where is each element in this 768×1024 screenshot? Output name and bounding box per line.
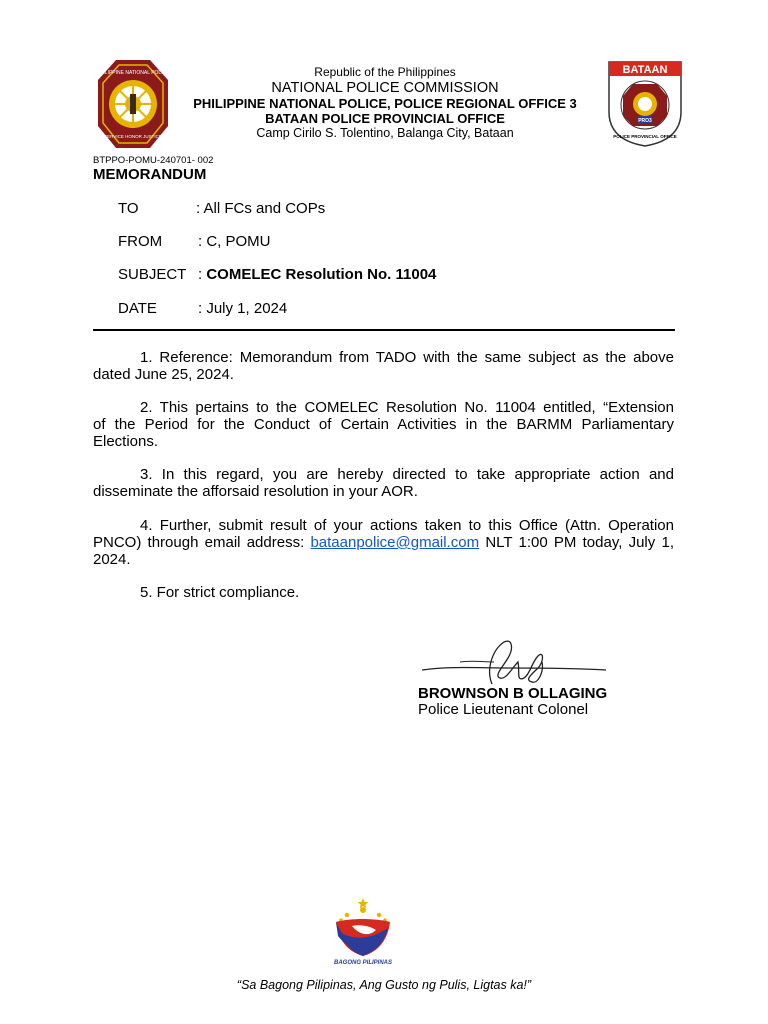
p3-line-2: disseminate the afforsaid resolution in your AOR. (93, 483, 418, 500)
date-label: DATE (118, 300, 157, 317)
subject-field (118, 266, 436, 283)
subject-label: SUBJECT (118, 266, 187, 283)
from-value: : C, POMU (198, 233, 271, 250)
p2-line-1: 2. This pertains to the COMELEC Resolution No. 11004 entitled, “Extension (140, 399, 674, 416)
to-field (118, 200, 325, 217)
header-napolcom: NATIONAL POLICE COMMISSION (271, 80, 499, 96)
p4-line-3: 2024. (93, 551, 131, 568)
header-pnp-pro3: PHILIPPINE NATIONAL POLICE, POLICE REGIONAL OFFICE 3 (193, 96, 577, 111)
header-address: Camp Cirilo S. Tolentino, Balanga City, Bataan (256, 126, 514, 140)
bataan-banner-text: BATAAN (622, 64, 668, 76)
bataan-seal-ring-text: POLICE PROVINCIAL OFFICE (613, 134, 677, 139)
pnp-seal-bottom-text: SERVICE HONOR JUSTICE (104, 134, 162, 139)
date-field (118, 300, 287, 317)
date-value: : July 1, 2024 (198, 300, 288, 317)
paragraph-4 (93, 517, 674, 568)
pnp-seal-top-text: PHILIPPINE NATIONAL POLICE (96, 70, 170, 76)
p5-line: 5. For strict compliance. (140, 584, 300, 601)
header-divider (93, 329, 675, 331)
p2-line-3: Elections. (93, 433, 159, 450)
email-link[interactable]: bataanpolice@gmail.com (310, 534, 480, 551)
p4-line-2-post: NLT 1:00 PM today, July 1, (479, 534, 674, 551)
p2-line-2: of the Period for the Conduct of Certain Activities in the BARMM Parliamentary (93, 416, 674, 433)
bagong-pilipinas-logo (330, 896, 396, 966)
signatory-rank: Police Lieutenant Colonel (418, 701, 589, 718)
subject-value: COMELEC Resolution No. 11004 (206, 266, 437, 283)
to-label: TO (118, 200, 139, 217)
p1-line-2: dated June 25, 2024. (93, 366, 234, 383)
control-number: BTPPO-POMU-240701- 002 (93, 155, 214, 166)
to-value: : All FCs and COPs (196, 200, 326, 217)
paragraph-5 (93, 584, 674, 601)
paragraph-1 (93, 349, 674, 383)
bataan-ppo-seal-logo (607, 60, 683, 148)
from-label: FROM (118, 233, 163, 250)
paragraph-2 (93, 399, 674, 450)
paragraph-3 (93, 466, 674, 500)
signatory-name: BROWNSON B OLLAGING (418, 685, 608, 702)
bataan-seal-inner-text: PRO3 (638, 118, 652, 124)
memo-title: MEMORANDUM (93, 166, 207, 183)
footer-motto: “Sa Bagong Pilipinas, Ang Gusto ng Pulis, Ligtas ka!” (236, 978, 532, 992)
header-republic: Republic of the Philippines (314, 65, 456, 79)
p4-line-1: 4. Further, submit result of your actions taken to this Office (Attn. Operation (140, 517, 674, 534)
handwritten-signature (420, 632, 610, 692)
p4-line-2 (93, 534, 674, 551)
from-field (118, 233, 271, 250)
subject-colon: : (198, 266, 203, 283)
p4-line-2-pre: PNCO) through email address: (93, 534, 311, 551)
bagong-pilipinas-text: BAGONG PILIPINAS (333, 960, 393, 966)
p1-line-1: 1. Reference: Memorandum from TADO with the same subject as the above (140, 349, 674, 366)
header-bataan-ppo: BATAAN POLICE PROVINCIAL OFFICE (265, 111, 505, 126)
p3-line-1: 3. In this regard, you are hereby directed to take appropriate action and (140, 466, 674, 483)
